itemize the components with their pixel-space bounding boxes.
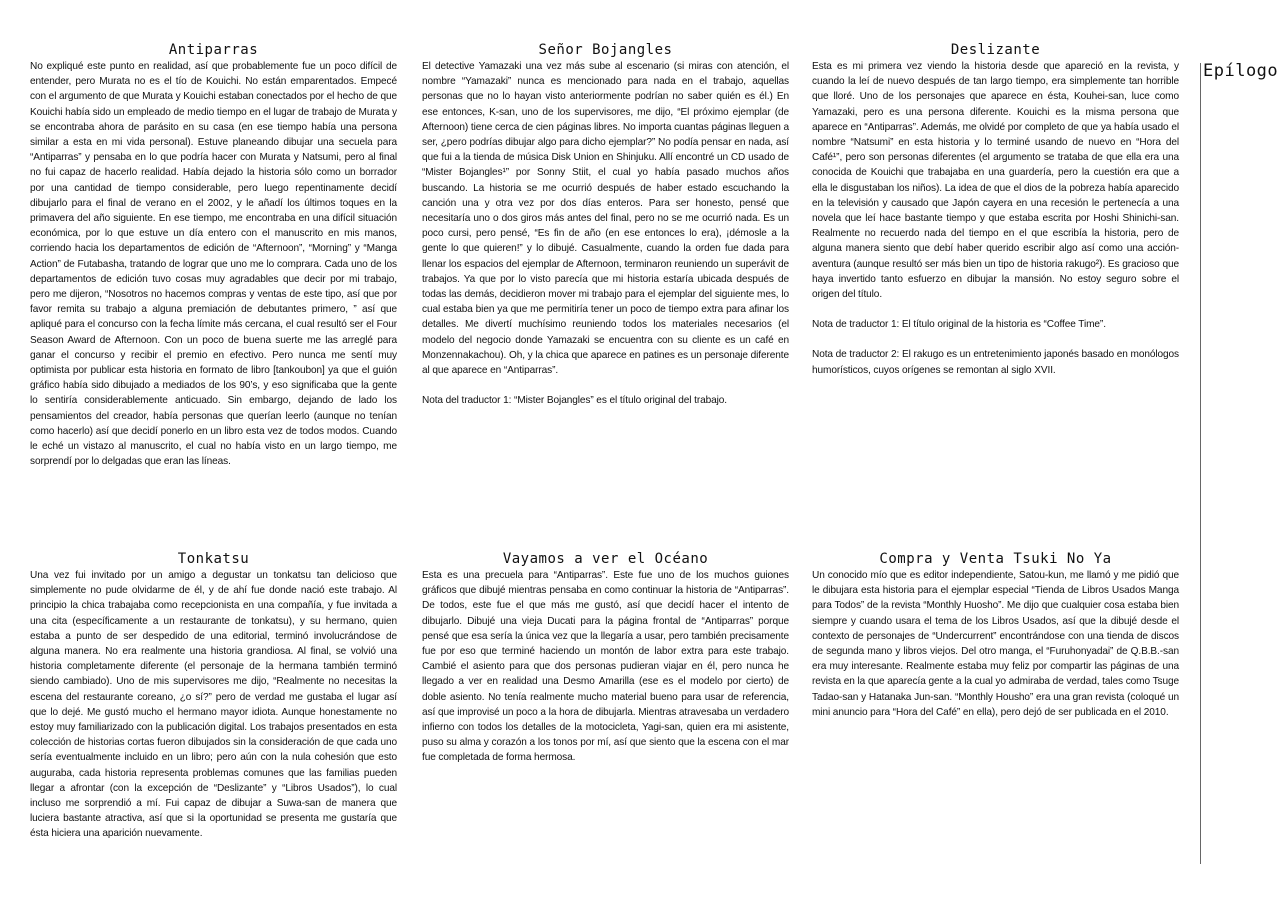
translator-note-2: Nota de traductor 2: El rakugo es un entretenimiento japonés basado en monólogos humorísticos, cuyos orígenes se remontan al siglo XVII.: [812, 349, 1179, 376]
section-title: Antiparras: [168, 42, 259, 58]
section-title: Deslizante: [950, 42, 1041, 58]
section-tsuki-no-ya: [812, 551, 1179, 720]
section-title: Señor Bojangles: [538, 42, 673, 58]
translator-note: Nota del traductor 1: “Mister Bojangles” es el título original del trabajo.: [422, 395, 728, 407]
section-title: Tonkatsu: [177, 551, 250, 567]
section-body: No expliqué este punto en realidad, así que probablemente fue un poco difícil de entender, pero Murata no es el tío de Kouichi. No están emparentados. Empecé con el argumento de que Murata y Kouichi estaban conectados por el hecho de que Kouichi había sido un empleado de medio tiempo en el lugar de trabajo de Murata y se encontraba ahora de parásito en su casa (en ese tiempo había una persona similar a esta en mi vida personal). Estuve planeando dibujar una secuela para “Antiparras” y pensaba en lo que podría hacer con Murata y Natsumi, pero al final no fui capaz de hacerlo realidad. Había dejado la historia sólo como un borrador por una cantidad de tiempo considerable, pero luego repentinamente decidí dibujarlo para el final de verano en el 2002, y le añadí los últimos toques en la primavera del año siguiente. En ese tiempo, me encontraba en una difícil situación económica, por lo que estuve un día entero con el manuscrito en mis manos, corriendo hacia los departamentos de edición de “Afternoon”, “Morning” y “Manga Action” de Futabasha, tratando de lograr que uno me lo comprara. Cada uno de los departamentos de edición tuvo cosas muy agradables que decir por mi trabajo, pero me dijeron, “Nosotros no hacemos compras y ventas de este tipo, así que por favor remita su trabajo a alguna premiación de debutantes primero, ” así que apliqué para el concurso con la fecha límite más cercana, el cual resultó ser el Four Season Award de Afternoon. Con un poco de buena suerte me las arreglé para ganar el concurso y recibir el premio en efectivo. Pero nunca me sentí muy optimista por publicar esta historia en formato de libro [tankoubon] ya que el guión gráfico había sido dibujado a mediados de los 90’s, y eso significaba que la gente lo sentiría considerablemente anticuado. Sin embargo, dejando de lado los pensamientos del creador, había personas que querían leerlo (aunque no tenían como hacerlo) así que decidí ponerlo en un libro esta vez de todos modos. Cuando le eché un vistazo al manuscrito, el cual no había visto en un largo tiempo, me sorprendí por lo delgadas que eran las líneas.: [30, 61, 397, 468]
section-body: Un conocido mío que es editor independiente, Satou-kun, me llamó y me pidió que le dibujara esta historia para el ejemplar especial “Tienda de Libros Usados Manga para Todos” de la revista “Monthly Huosho”. Me dijo que cualquier cosa estaba bien siempre y cuando usara el tema de los Libros Usados, así que la dibujé desde el contexto de personajes de “Undercurrent” encontrándose con una tienda de discos de segunda mano y libros viejos. Del otro manga, el “Furuhonyadai” de Q.B.B.-san era muy interesante. Realmente estaba muy feliz por compartir las páginas de una revista en la que aparecía gente a la cual yo admiraba de verdad, tales como Tsuge Tadao-san y Hatanaka Jun-san. “Monthly Housho” era una gran revista (coloqué un mini anuncio para “Hora del Café” en ella), pero dejó de ser publicada en el 2010.: [812, 570, 1179, 718]
epilogue-divider: [1200, 63, 1201, 864]
section-body: Esta es una precuela para “Antiparras”. Este fue uno de los muchos guiones gráficos que dibujé mientras pensaba en como continuar la historia de “Antiparras”. De todos, este fue el que más me gustó, así que decidí hacer el intento de dibujarlo. Dibujé una vieja Ducati para la página frontal de “Antiparras” porque pensé que esa sería la única vez que la llegaría a usar, pero también precisamente fue por eso que terminé haciendo un montón de labor extra para este trabajo. Cambié el asiento para que dos personas pudieran viajar en él, pero nunca he llegado a ver en realidad una Desmo Amarilla (ese es el modelo por cierto) de doble asiento. No tenía realmente mucho material bueno para usar de referencia, así que improvisé un poco a la hora de dibujarla. Mientras atravesaba un verdadero infierno con todos los detalles de la motocicleta, Yagi-san, quien era mi asistente, puso su alma y corazón a los tonos por mí, así que siento que la escena con el mar fue completada de forma hermosa.: [422, 570, 789, 764]
section-antiparras: [30, 42, 397, 469]
section-body: El detective Yamazaki una vez más sube al escenario (si miras con atención, el nombre “Yamazaki” nunca es mencionado para nada en el trabajo, aquellas personas que no lo hayan visto anteriormente podrían no saber quién es él.) En ese entonces, K-san, uno de los supervisores, me dijo, “El próximo ejemplar (de Afternoon) tiene cerca de cien páginas libres. No importa cuantas páginas lleguen a ser, ¿pero podrías dibujar algo para dicho ejemplar?” No podía pensar en nada, así que fui a la tienda de música Disk Union en Shinjuku. Allí encontré un CD usado de “Mister Bojangles¹” por Sonny Stiit, el cual yo había pasado muchos años buscando. La historia se me ocurrió después de haber estado escuchando la canción una y otra vez por dos días enteros. Para ser honesto, pensé que necesitaría uno o dos giros más antes del final, pero no se me ocurrió nada. Es un poco cursi, pero pensé, “Es fin de año (en ese entonces lo era), ¡démosle a la gente lo que quieren!” y lo dibujé. Casualmente, cuando la orden fue dada para llenar los espacios del ejemplar de Afternoon, terminaron reuniendo un superávit de trabajos. Ya que por lo visto parecía que mi historia estaría ubicada después de todas las demás, decidieron mover mi trabajo para el ejemplar del siguiente mes, lo cual estaba bien ya que me permitiría tener un poco de tiempo extra para afinar los detalles. Me divertí muchísimo reuniendo todos los materiales necesarios (el modelo del negocio donde Yamazaki se encuentra con su cliente es un café en Monzennakachou). Oh, y la chica que aparece en patines es un personaje diferente al que aparece en “Antiparras”.: [422, 61, 789, 377]
section-body: Una vez fui invitado por un amigo a degustar un tonkatsu tan delicioso que simplemente no pude olvidarme de él, y de ahí fue donde nació este trabajo. Al principio la chica trabajaba como recepcionista en una compañía, y fue invitada a una cita (específicamente a un restaurante de tonkatsu), y su hermano, quien estaba a punto de ser despedido de una editorial, terminó involucrándose de alguna manera. No era realmente una historia grandiosa. Al final, se volvió una historia completamente diferente (el personaje de la hermana también terminó siendo cambiado). Uno de mis supervisores me dijo, “Realmente no necesitas la escena del restaurante coreano, ¿o sí?” pero de verdad me gustaba el lugar así que lo dejé. Me gustó mucho el hermano mayor idiota. Aunque honestamente no estoy muy familiarizado con la publicación digital. Los trabajos presentados en esta colección de historias cortas fueron dibujados sin la consideración de que cada uno sería eventualmente incluido en un libro; pero aún con la nula cohesión que esto auguraba, cada historia representa problemas comunes que las familias pueden llegar a afrontar (con la excepción de “Deslizante” y “Libros Usados”), lo cual incluso me sorprendió a mí. Fui capaz de dibujar a Suwa-san de manera que luciera bastante atractiva, así que si la oportunidad se presenta me gustaría que ésta hiciera una aparición nuevamente.: [30, 570, 397, 840]
translator-note-1: Nota de traductor 1: El título original de la historia es “Coffee Time”.: [812, 319, 1106, 331]
section-title: Vayamos a ver el Océano: [502, 551, 709, 567]
section-senor-bojangles: [422, 42, 789, 408]
section-tonkatsu: [30, 551, 397, 842]
section-title: Compra y Venta Tsuki No Ya: [879, 551, 1112, 567]
section-body: Esta es mi primera vez viendo la historia desde que apareció en la revista, y cuando la leí de nuevo después de tan largo tiempo, era simplemente tan horrible que lloré. Uno de los personajes que aparece en ésta, Kouhei-san, luce como Yamazaki, pero es una persona diferente. Kouichi es la misma persona que aparece en “Antiparras”. Además, me olvidé por completo de que ya había usado el nombre “Natsumi” en esta historia y lo terminé usando de nuevo en “Hora del Café¹”, pero son personas diferentes (el argumento se trataba de que ella era una conocida de Kouichi que trabajaba en una guardería, pero la cuestión era que a ella le disgustaban los niños). La idea de que el dios de la pobreza había aparecido en la televisión y causado que Japón cayera en una recesión le pertenecía a una novela que leí hace bastante tiempo y que estaba escrita por Hoshi Shinichi-san. Realmente no recuerdo nada del tiempo en el que escribía la historia, pero de alguna manera siento que debí haber querido escribir algo así como una acción-aventura (aunque resultó ser más bien un tipo de historia rakugo²). Es gracioso que haya invertido tanto esfuerzo en dibujar la mansión. No estoy seguro sobre el origen del título.: [812, 61, 1179, 301]
section-deslizante: [812, 42, 1179, 378]
section-vayamos-a-ver-el-oceano: [422, 551, 789, 766]
epilogue-title: Epílogo: [1203, 61, 1279, 81]
